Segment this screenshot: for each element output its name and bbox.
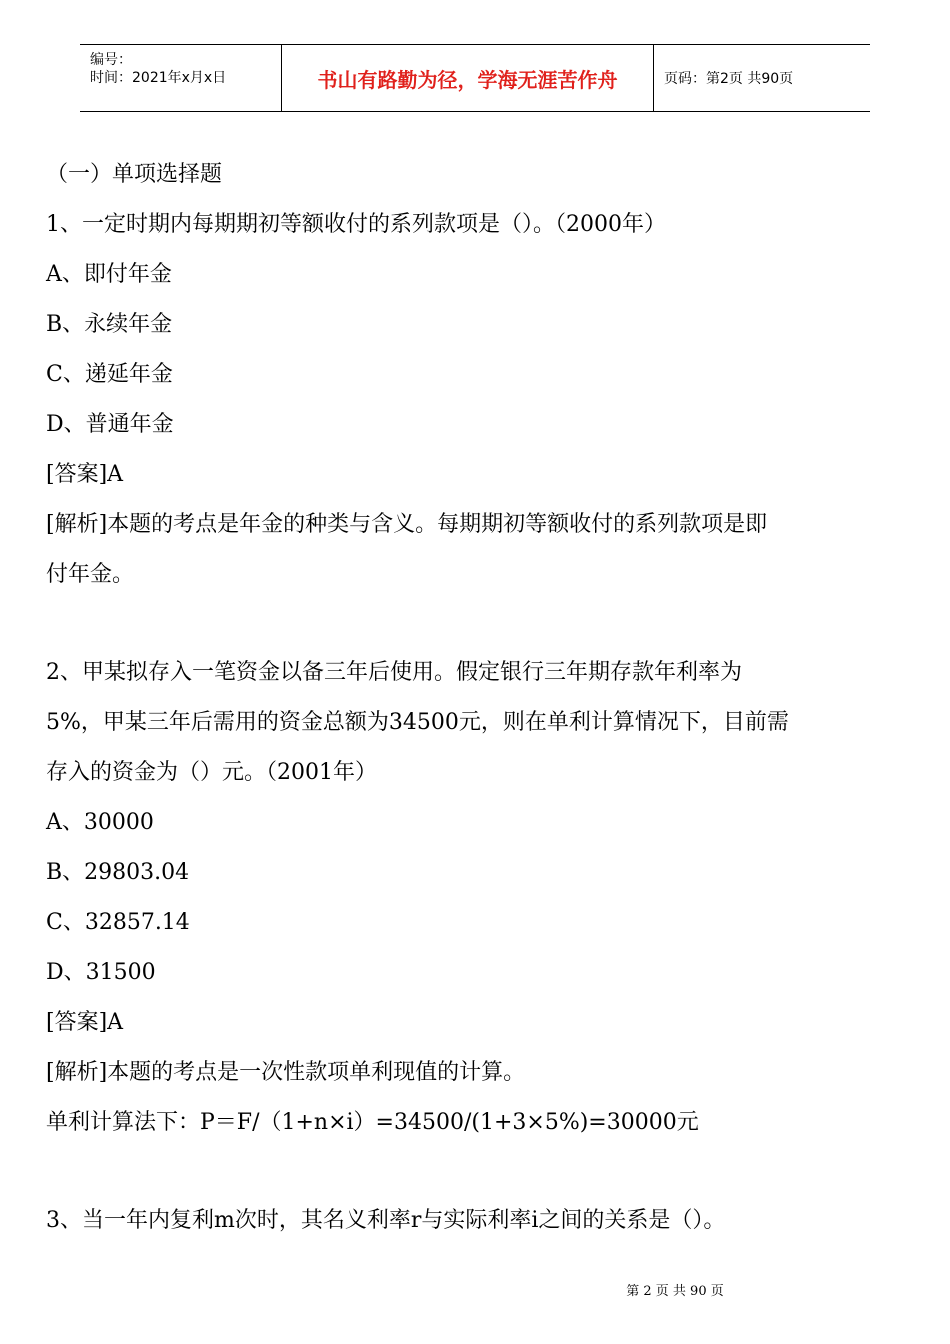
question-3: 3、当一年内复利m次时，其名义利率r与实际利率i之间的关系是（）。: [46, 1208, 726, 1233]
question-2-cont: 5%，甲某三年后需用的资金总额为34500元，则在单利计算情况下，目前需: [46, 710, 789, 735]
answer: [答案]A: [46, 1010, 124, 1035]
answer: [答案]A: [46, 462, 124, 487]
explanation: [解析]本题的考点是年金的种类与含义。每期期初等额收付的系列款项是即: [46, 512, 768, 537]
question-2-cont: 存入的资金为（）元。（2001年）: [46, 760, 377, 785]
option-a: A、30000: [46, 810, 154, 835]
option-d: D、普通年金: [46, 412, 174, 437]
option-a: A、即付年金: [46, 262, 172, 287]
header-page-label: 页码：第2页 共90页: [664, 71, 794, 87]
date-label: 时间：2021年x月x日: [90, 70, 227, 86]
formula: 单利计算法下：P＝F/（1+n×i）=34500/(1+3×5%)=30000元: [46, 1110, 699, 1135]
option-b: B、29803.04: [46, 860, 190, 885]
page-footer: 第 2 页 共 90 页: [626, 1284, 724, 1299]
explanation-cont: 付年金。: [46, 562, 135, 587]
option-c: C、递延年金: [46, 362, 173, 387]
header-motto: 书山有路勤为径，学海无涯苦作舟: [282, 45, 654, 111]
code-label: 编号：: [90, 52, 132, 68]
option-c: C、32857.14: [46, 910, 190, 935]
spacer: [46, 600, 896, 648]
question-1: 1、一定时期内每期期初等额收付的系列款项是（）。（2000年）: [46, 212, 666, 237]
option-b: B、永续年金: [46, 312, 173, 337]
spacer: [46, 1148, 896, 1196]
section-title: （一）单项选择题: [46, 162, 223, 187]
option-d: D、31500: [46, 960, 156, 985]
document-body: [46, 150, 896, 1246]
header-meta: [80, 45, 282, 111]
page-header: [80, 44, 870, 112]
explanation: [解析]本题的考点是一次性款项单利现值的计算。: [46, 1060, 526, 1085]
question-2: 2、甲某拟存入一笔资金以备三年后使用。假定银行三年期存款年利率为: [46, 660, 742, 685]
